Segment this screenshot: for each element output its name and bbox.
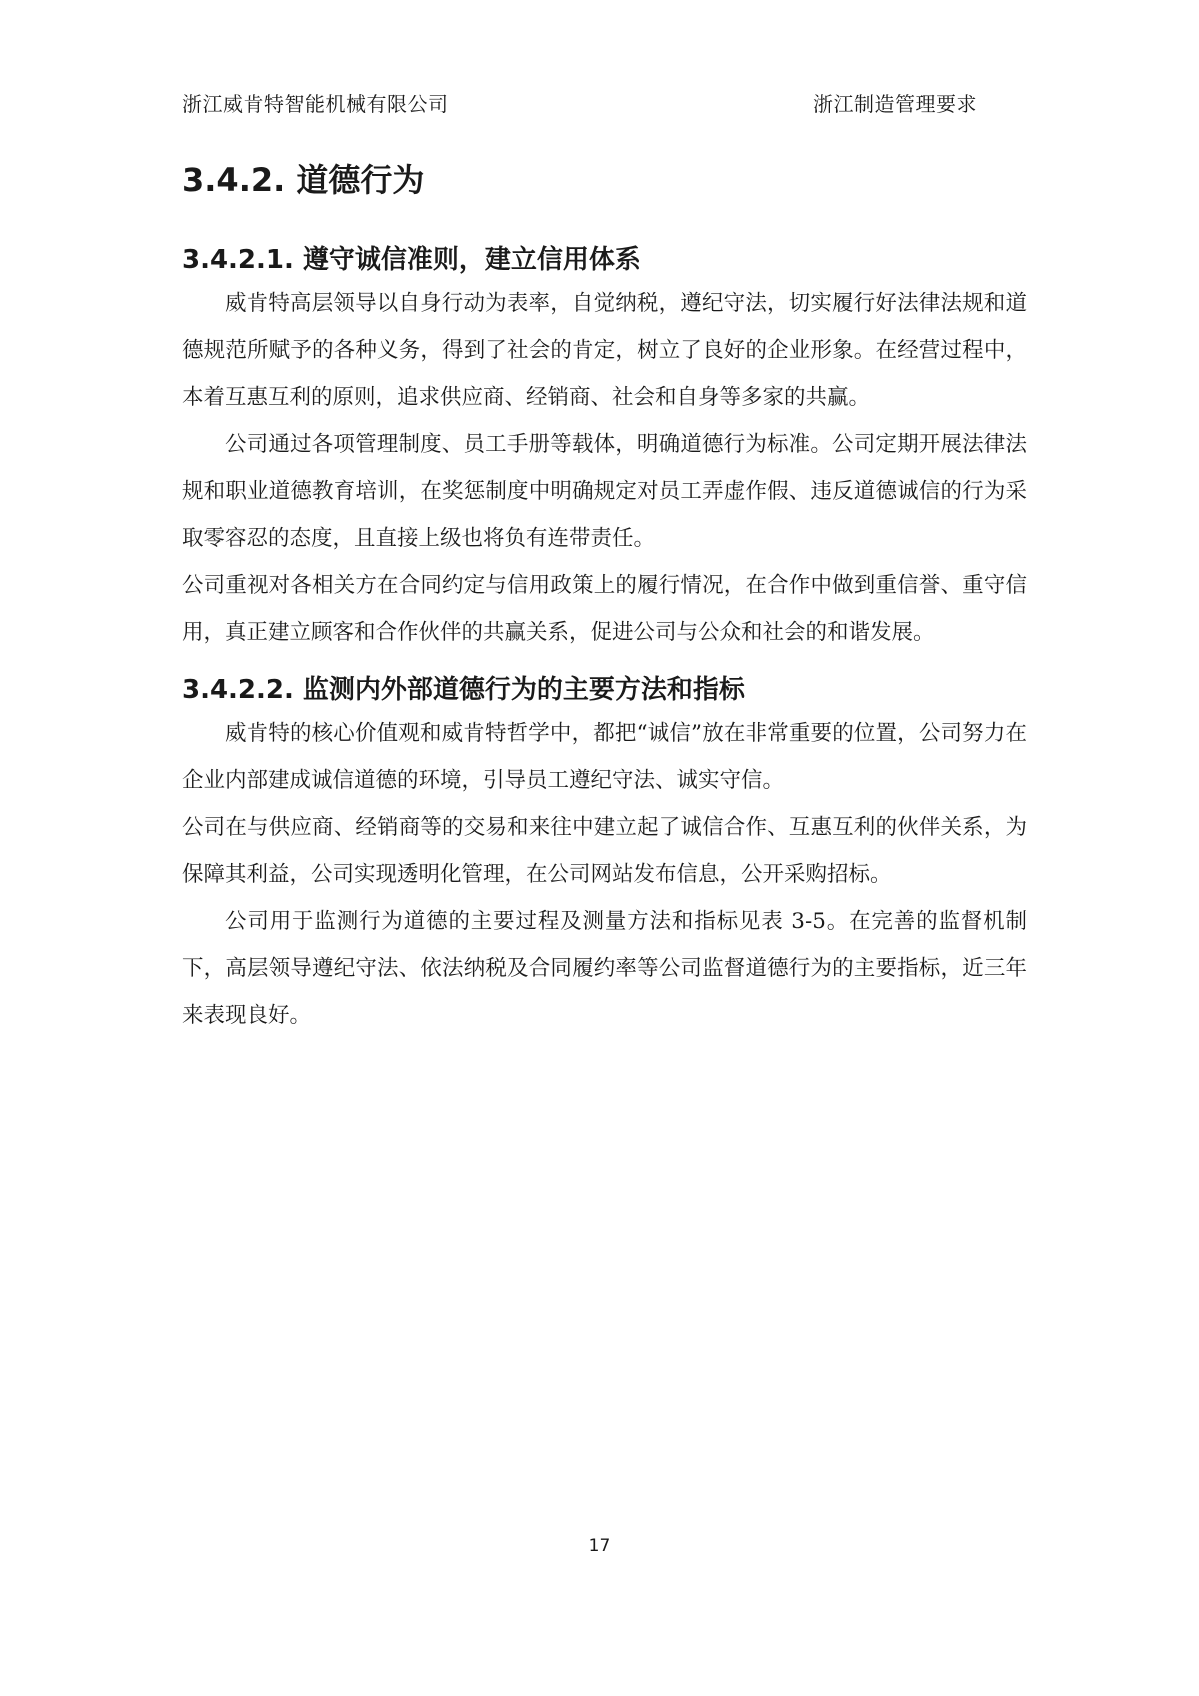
page-content xyxy=(182,155,1027,1039)
section-heading: 3.4.2. 道德行为 xyxy=(182,161,425,199)
page-number: 17 xyxy=(588,1536,611,1556)
paragraph: 公司用于监测行为道德的主要过程及测量方法和指标见表 3-5。在完善的监督机制下，高层领导遵纪守法、依法纳税及合同履约率等公司监督道德行为的主要指标，近三年来表现良好。 xyxy=(182,909,1027,1028)
subsection-heading-integrity: 3.4.2.1. 遵守诚信准则，建立信用体系 xyxy=(182,245,641,275)
paragraph: 公司通过各项管理制度、员工手册等载体，明确道德行为标准。公司定期开展法律法规和职业道德教育培训，在奖惩制度中明确规定对员工弄虚作假、违反道德诚信的行为采取零容忍的态度，且直接上级也将负有连带责任。 xyxy=(182,432,1027,551)
paragraph: 威肯特的核心价值观和威肯特哲学中，都把“诚信”放在非常重要的位置，公司努力在企业内部建成诚信道德的环境，引导员工遵纪守法、诚实守信。 xyxy=(182,721,1027,793)
subsection-heading-monitoring: 3.4.2.2. 监测内外部道德行为的主要方法和指标 xyxy=(182,675,745,705)
header-company-name: 浙江威肯特智能机械有限公司 xyxy=(182,92,449,116)
paragraph: 公司重视对各相关方在合同约定与信用政策上的履行情况，在合作中做到重信誉、重守信用，真正建立顾客和合作伙伴的共赢关系，促进公司与公众和社会的和谐发展。 xyxy=(182,573,1027,645)
paragraph: 威肯特高层领导以自身行动为表率，自觉纳税，遵纪守法，切实履行好法律法规和道德规范所赋予的各种义务，得到了社会的肯定，树立了良好的企业形象。在经营过程中，本着互惠互利的原则，追求供应商、经销商、社会和自身等多家的共赢。 xyxy=(182,291,1027,410)
header-document-title: 浙江制造管理要求 xyxy=(813,92,977,116)
paragraph: 公司在与供应商、经销商等的交易和来往中建立起了诚信合作、互惠互利的伙伴关系，为保障其利益，公司实现透明化管理，在公司网站发布信息，公开采购招标。 xyxy=(182,815,1027,887)
